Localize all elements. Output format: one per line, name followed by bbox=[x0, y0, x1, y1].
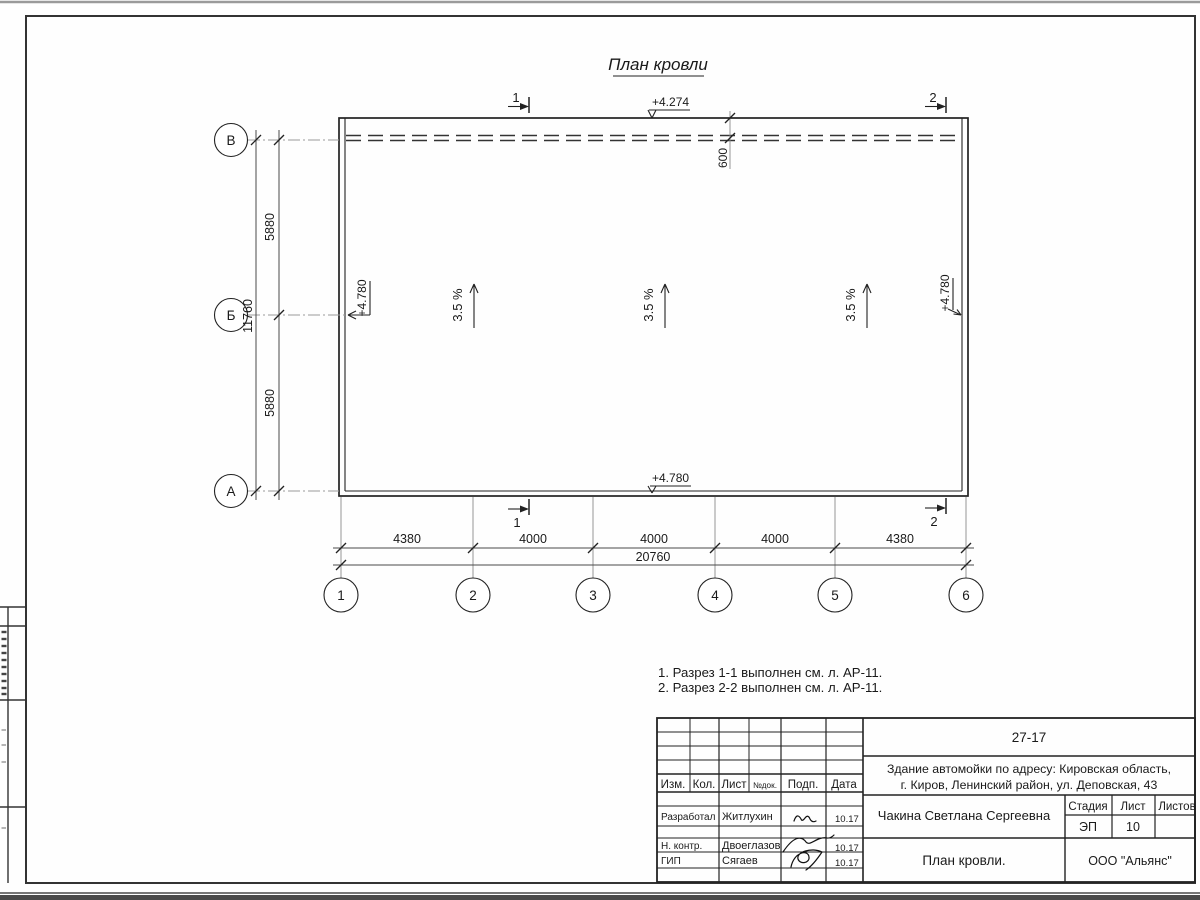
sheet-number: 10 bbox=[1126, 820, 1140, 834]
role-date: 10.17 bbox=[835, 814, 859, 825]
elevation-mark-bottom bbox=[648, 471, 691, 493]
dim-bottom-segment: 4380 bbox=[886, 532, 914, 546]
dim-bottom-segment: 4000 bbox=[519, 532, 547, 546]
dim-bottom-total: 20760 bbox=[635, 550, 671, 564]
col-axis-label: 1 bbox=[337, 588, 345, 603]
role-name: Двоеглазов bbox=[722, 840, 781, 852]
elevation-mark-top bbox=[648, 95, 690, 118]
role-date: 10.17 bbox=[835, 843, 859, 854]
drawing-title bbox=[608, 55, 708, 76]
title-block bbox=[657, 718, 1196, 882]
signature-syagaev bbox=[791, 850, 822, 870]
role-name: Житлухин bbox=[722, 811, 773, 823]
object-address-line1: Здание автомойки по адресу: Кировская область, bbox=[886, 762, 1172, 776]
elevation-value: +4.780 bbox=[938, 274, 952, 312]
col-header-data: Дата bbox=[831, 779, 857, 791]
column-axes bbox=[324, 578, 983, 612]
col-header-podp: Подп. bbox=[787, 779, 819, 791]
role-label: Разработал bbox=[661, 812, 716, 823]
filing-strip-illegible-label bbox=[2, 632, 7, 694]
dim-left-total: 11760 bbox=[241, 299, 255, 333]
col-header-list: Лист bbox=[721, 779, 747, 791]
note-line: 2. Разрез 2-2 выполнен см. л. АР-11. bbox=[658, 680, 883, 695]
row-axes bbox=[215, 124, 346, 508]
note-line: 1. Разрез 1-1 выполнен см. л. АР-11. bbox=[658, 665, 883, 680]
dim-left-segment: 5880 bbox=[263, 389, 277, 417]
role-date: 10.17 bbox=[835, 858, 859, 869]
elevation-value: +4.780 bbox=[355, 279, 369, 317]
sheets-label: Листов bbox=[1158, 801, 1196, 813]
sheet-label: Лист bbox=[1120, 801, 1146, 813]
dim-bottom-segment: 4000 bbox=[761, 532, 789, 546]
slope-label: 3.5 % bbox=[843, 288, 858, 322]
col-axis-label: 6 bbox=[962, 588, 970, 603]
slope-label: 3.5 % bbox=[641, 288, 656, 322]
offset-dim-text: 600 bbox=[716, 147, 730, 169]
role-label: Н. контр. bbox=[661, 841, 703, 852]
col-axis-label: 4 bbox=[711, 588, 719, 603]
col-header-nodoc: №док. bbox=[753, 781, 777, 790]
slope-arrow-2 bbox=[641, 284, 669, 328]
row-axis-label: Б bbox=[226, 308, 236, 323]
signature-zhitlukhin bbox=[794, 816, 816, 822]
col-axis-label: 5 bbox=[831, 588, 839, 603]
sheet-frame bbox=[26, 16, 1195, 883]
section-mark-top-right bbox=[925, 90, 946, 113]
object-address-line2: г. Киров, Ленинский район, ул. Деповская, 43 bbox=[900, 778, 1158, 792]
section-mark-top-left bbox=[508, 90, 529, 113]
elevation-mark-right bbox=[938, 274, 961, 315]
company-name: ООО "Альянс" bbox=[1088, 854, 1172, 868]
col-axis-label: 2 bbox=[469, 588, 477, 603]
dim-left-segment: 5880 bbox=[263, 213, 277, 241]
col-axis-label: 3 bbox=[589, 588, 597, 603]
bottom-dimensions bbox=[333, 497, 974, 578]
row-axis-label: А bbox=[226, 484, 236, 499]
notes bbox=[658, 665, 882, 695]
section-number: 1 bbox=[512, 90, 520, 105]
dim-bottom-segment: 4000 bbox=[640, 532, 668, 546]
slope-label: 3.5 % bbox=[450, 288, 465, 322]
section-mark-bottom-right bbox=[925, 498, 946, 529]
filing-strip bbox=[0, 607, 26, 883]
section-number: 2 bbox=[930, 514, 938, 529]
section-number: 2 bbox=[929, 90, 937, 105]
eaves-dashed-line bbox=[346, 136, 961, 141]
drawing-title-text: План кровли bbox=[608, 55, 708, 74]
project-code: 27-17 bbox=[1011, 730, 1047, 745]
elevation-value: +4.780 bbox=[652, 471, 690, 485]
section-mark-bottom-left bbox=[508, 499, 529, 530]
sheet-title: План кровли. bbox=[922, 853, 1006, 868]
section-number: 1 bbox=[513, 515, 521, 530]
row-axis-label: В bbox=[226, 133, 236, 148]
col-header-kol: Кол. bbox=[692, 779, 716, 791]
role-label: ГИП bbox=[661, 856, 681, 867]
stage-label: Стадия bbox=[1068, 801, 1108, 813]
dim-bottom-segment: 4380 bbox=[393, 532, 421, 546]
col-header-izm: Изм. bbox=[660, 779, 686, 791]
stage-value: ЭП bbox=[1079, 820, 1097, 834]
elevation-mark-left bbox=[348, 279, 370, 319]
client-name: Чакина Светлана Сергеевна bbox=[877, 808, 1051, 823]
slope-arrow-3 bbox=[843, 284, 871, 328]
slope-arrow-1 bbox=[450, 284, 478, 328]
elevation-value: +4.274 bbox=[652, 95, 690, 109]
filing-strip-faint-marks bbox=[2, 730, 7, 828]
role-name: Сягаев bbox=[722, 855, 758, 867]
